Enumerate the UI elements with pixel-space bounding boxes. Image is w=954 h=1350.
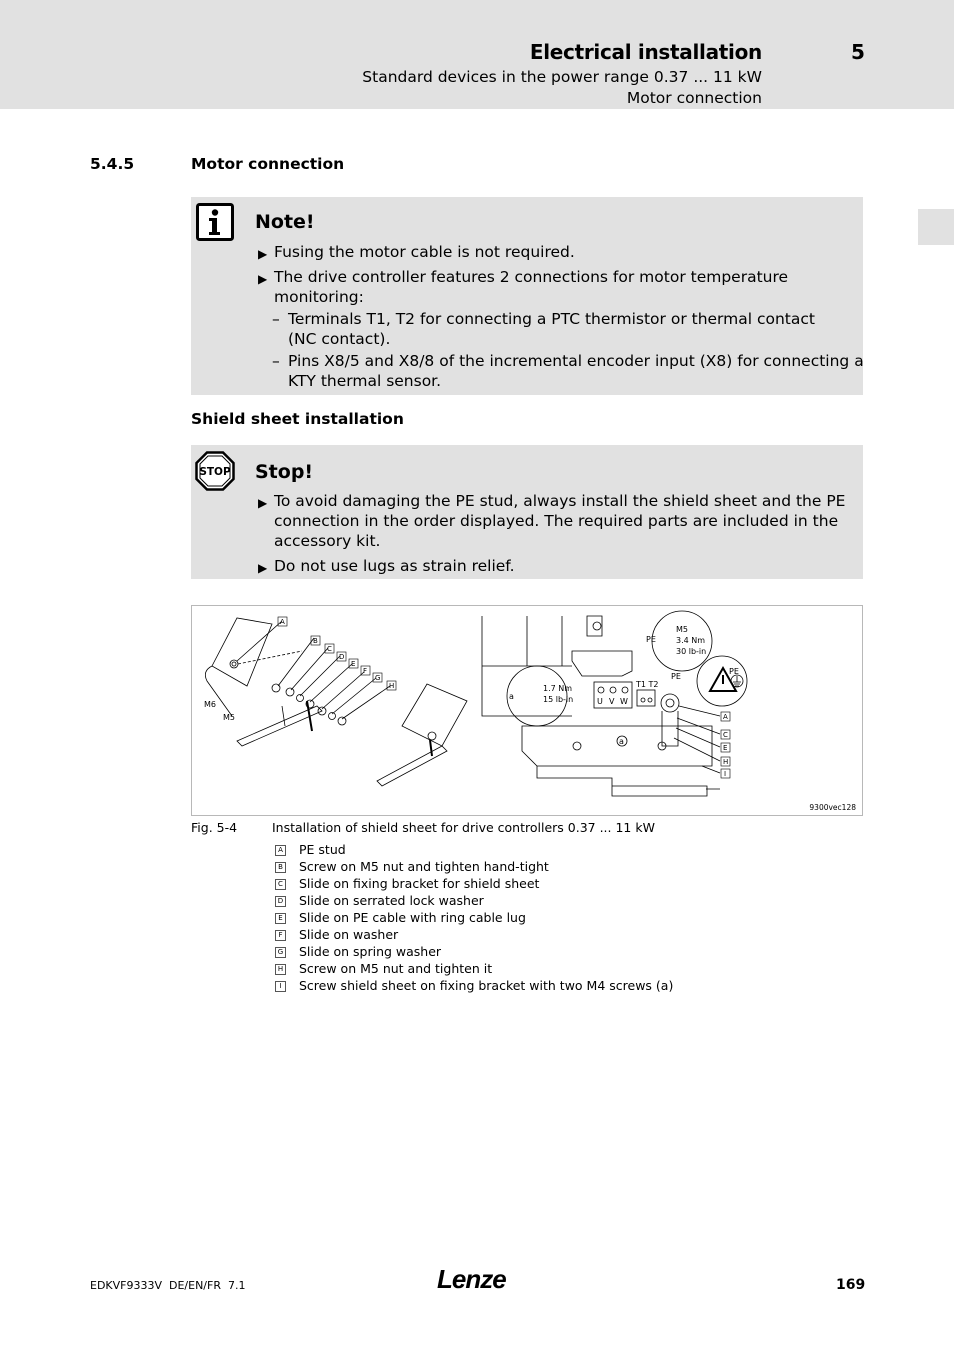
part-c	[286, 688, 294, 696]
diagram-letter-c: C	[327, 645, 332, 653]
legend-text: Slide on washer	[299, 927, 399, 942]
stop-content	[258, 491, 848, 576]
note-box	[191, 197, 863, 395]
installation-figure	[191, 605, 863, 816]
pe-stud-core	[232, 662, 236, 666]
diagram-letter-e: E	[351, 660, 356, 668]
legend-key: E	[275, 913, 286, 924]
dash-marker: –	[272, 352, 280, 370]
legend-text: Slide on spring washer	[299, 944, 442, 959]
shield-sheet-diagram	[192, 606, 861, 814]
legend-key: C	[275, 879, 286, 890]
legend-key: I	[275, 981, 286, 992]
shield-sheet	[522, 726, 712, 766]
stop-bullet	[258, 556, 848, 576]
label-m5: M5	[223, 713, 235, 722]
label-torque-a-nm: 1.7 Nm	[543, 684, 573, 693]
assembled-nut	[428, 732, 436, 740]
note-bullet-text: The drive controller features 2 connections for motor temperature	[274, 268, 789, 286]
footer-doc-id: EDKVF9333V DE/EN/FR 7.1	[90, 1279, 246, 1292]
housing-screw	[593, 622, 601, 630]
figure-label: Fig. 5-4	[191, 820, 238, 835]
assembled-bracket	[377, 746, 447, 786]
legend-key: G	[275, 947, 286, 958]
chapter-number: 5	[851, 40, 865, 64]
bullet-arrow-icon: ▶	[258, 496, 268, 510]
label-pe-warning: PE	[729, 667, 739, 676]
stop-box	[191, 445, 863, 579]
drive-pe-stud-core	[666, 699, 674, 707]
info-icon	[196, 203, 234, 241]
label-torque-a-lbin: 15 lb-in	[543, 695, 574, 704]
legend-key: B	[275, 862, 286, 873]
label-w: W	[620, 697, 628, 706]
note-dash-text: KTY thermal sensor.	[288, 372, 442, 390]
terminal-w-screw	[622, 687, 628, 693]
label-t1t2: T1 T2	[636, 680, 659, 689]
label-pe-drive: PE	[671, 672, 681, 681]
chapter-side-tab	[918, 209, 954, 245]
note-dash-text: Terminals T1, T2 for connecting a PTC thermistor or thermal contact	[288, 310, 815, 328]
chapter-title: Electrical installation	[529, 40, 762, 64]
shield-clamp	[662, 711, 678, 746]
bracket-riser	[282, 706, 285, 726]
section-number: 5.4.5	[90, 155, 135, 173]
legend-key: D	[275, 896, 286, 907]
legend-key: F	[275, 930, 286, 941]
legend-text: Slide on serrated lock washer	[299, 893, 484, 908]
section-title: Motor connection	[191, 155, 345, 173]
label-torque-b-lbin: 30 lb-in	[676, 647, 707, 656]
stop-bullet-text: Do not use lugs as strain relief.	[274, 557, 515, 575]
note-bullet	[258, 267, 848, 307]
legend-text: Screw on M5 nut and tighten hand-tight	[299, 859, 549, 874]
diagram-letter-b: B	[313, 637, 318, 645]
label-torque-b-nm: 3.4 Nm	[676, 636, 706, 645]
stop-bullet	[258, 491, 848, 551]
legend-key: H	[275, 964, 286, 975]
header-band	[0, 0, 954, 109]
legend-text: Screw on M5 nut and tighten it	[299, 961, 493, 976]
svg-text:C: C	[723, 731, 728, 739]
label-v: V	[609, 697, 615, 706]
subsection-title: Shield sheet installation	[191, 410, 404, 428]
note-title: Note!	[255, 211, 315, 233]
assembly-axis	[238, 651, 302, 664]
stop-sign-icon	[195, 451, 235, 491]
dash-marker: –	[272, 310, 280, 328]
svg-text:H: H	[723, 758, 729, 766]
diagram-letter-h: H	[389, 682, 395, 690]
terminal-block	[572, 651, 632, 676]
m4-screw-left	[573, 742, 581, 750]
stop-bullet-text: accessory kit.	[274, 532, 381, 550]
diagram-letter-g: G	[375, 674, 381, 682]
stop-bullet-text: To avoid damaging the PE stud, always install the shield sheet and the PE	[274, 492, 846, 510]
terminal-v-screw	[610, 687, 616, 693]
lenze-logo: Lenze	[437, 1264, 506, 1294]
label-a-circle: a	[509, 692, 514, 701]
legend-text: Slide on fixing bracket for shield sheet	[299, 876, 540, 891]
note-bullet	[258, 242, 848, 262]
header-subtitle-topic: Motor connection	[626, 89, 762, 107]
note-dash-item	[258, 309, 848, 349]
terminal-t1-screw	[641, 698, 645, 702]
note-dash-text: Pins X8/5 and X8/8 of the incremental encoder input (X8) for connecting a	[288, 352, 864, 370]
figure-code: 9300vec128	[809, 803, 856, 812]
diagram-letter-a: A	[280, 618, 285, 626]
part-h-nut	[338, 717, 346, 725]
note-dash-text: (NC contact).	[288, 330, 391, 348]
diagram-letter-d: D	[339, 653, 345, 661]
note-dash-item	[258, 351, 864, 391]
header-subtitle-range: Standard devices in the power range 0.37 ... 11 kW	[362, 68, 762, 86]
note-bullet-text: monitoring:	[274, 288, 364, 306]
legend-key: A	[275, 845, 286, 856]
legend-text: PE stud	[299, 842, 346, 857]
assembled-pe-cable	[430, 740, 432, 756]
svg-text:E: E	[723, 744, 728, 752]
shield-sheet-extension	[537, 766, 707, 796]
label-u: U	[597, 697, 603, 706]
label-torque-b-m5: M5	[676, 625, 688, 634]
svg-text:A: A	[723, 713, 728, 721]
stop-sign-label: STOP	[199, 466, 231, 478]
pe-stud	[230, 660, 238, 668]
diagram-letter-f: F	[363, 667, 368, 675]
note-bullet-text: Fusing the motor cable is not required.	[274, 243, 575, 261]
drive-pe-stud	[661, 694, 679, 712]
mounting-plate	[212, 618, 272, 686]
legend-text: Slide on PE cable with ring cable lug	[299, 910, 526, 925]
terminal-u-screw	[598, 687, 604, 693]
figure-caption: Installation of shield sheet for drive controllers 0.37 ... 11 kW	[272, 820, 655, 835]
stop-title: Stop!	[255, 461, 314, 483]
terminal-t1t2	[637, 690, 655, 706]
label-m6: M6	[204, 700, 216, 709]
note-content	[258, 242, 864, 391]
page-number: 169	[836, 1277, 866, 1293]
label-a-screw: a	[619, 737, 624, 746]
drive-housing-detail	[527, 616, 602, 666]
bullet-arrow-icon: ▶	[258, 561, 268, 575]
label-pe-detail: PE	[646, 635, 656, 644]
stop-bullet-text: connection in the order displayed. The required parts are included in the	[274, 512, 839, 530]
svg-text:I: I	[724, 770, 727, 778]
bullet-arrow-icon: ▶	[258, 272, 268, 286]
bullet-arrow-icon: ▶	[258, 247, 268, 261]
assembled-plate	[402, 684, 467, 746]
terminal-t2-screw	[648, 698, 652, 702]
legend-text: Screw shield sheet on fixing bracket with two M4 screws (a)	[299, 978, 674, 993]
